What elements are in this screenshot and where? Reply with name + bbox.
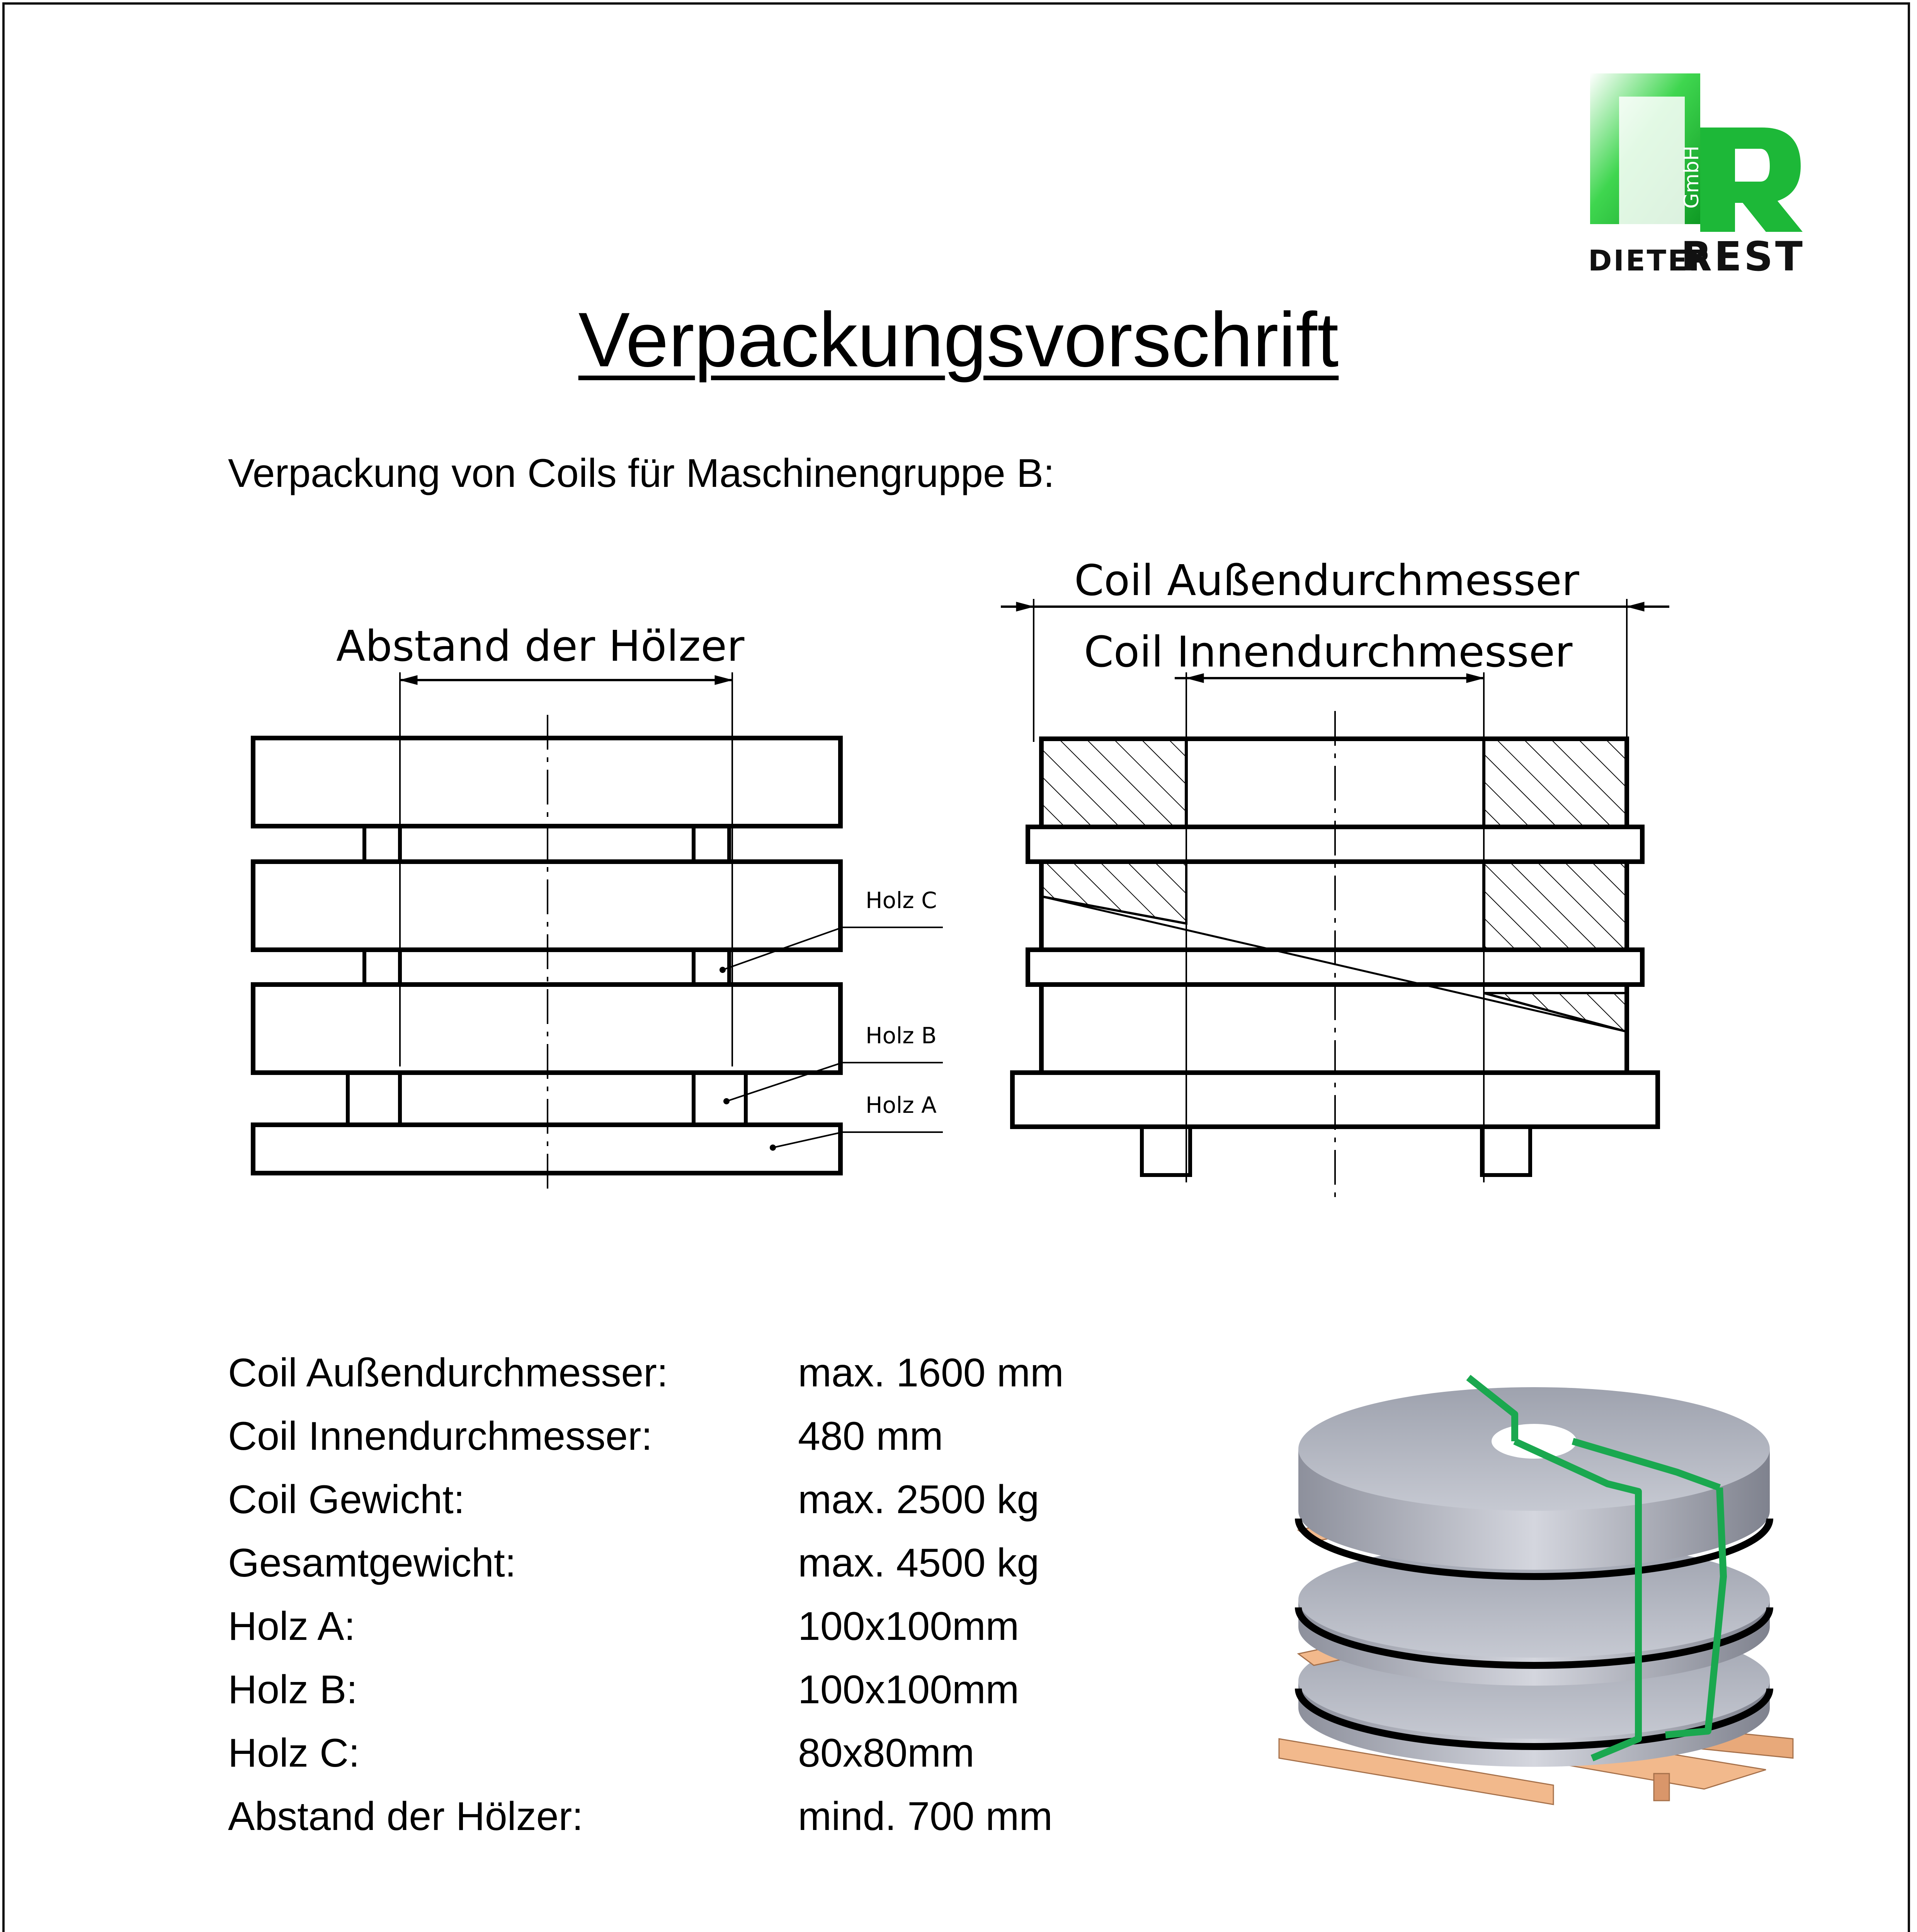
label-holz-a: Holz A [866,1092,937,1118]
pallet-foot-right [1482,1127,1530,1175]
company-logo [1584,70,1808,286]
holz-b-left [348,1073,400,1125]
logo-gmbh: GmbH [1680,145,1703,209]
spec-value: 480 mm [798,1414,943,1459]
coil-section-drawing [997,541,1685,1206]
spec-label: Abstand der Hölzer: [228,1794,583,1839]
pallet-foot-left [1142,1127,1190,1175]
label-outer-diameter: Coil Außendurchmesser [1074,556,1579,605]
spec-value: max. 2500 kg [798,1477,1039,1522]
label-holz-b: Holz B [866,1022,937,1049]
spec-value: 100x100mm [798,1667,1019,1712]
label-inner-diameter: Coil Innendurchmesser [1084,627,1573,677]
holz-b-right [694,1073,746,1125]
spec-label: Holz B: [228,1667,358,1712]
spec-value: max. 4500 kg [798,1541,1039,1585]
stack-drawing-left [224,599,966,1202]
label-abstand: Abstand der Hölzer [336,621,745,671]
spec-label: Holz A: [228,1604,356,1649]
logo-company-big: REST [1681,233,1805,280]
spec-value: 100x100mm [798,1604,1019,1649]
spec-label: Coil Innendurchmesser: [228,1414,653,1459]
holz-c-right-top [694,826,729,862]
spec-value: max. 1600 mm [798,1350,1064,1395]
spec-label: Coil Gewicht: [228,1477,465,1522]
leader-holz-a [773,1132,943,1148]
spec-value: 80x80mm [798,1731,975,1776]
holz-c-left-top [364,826,400,862]
spec-label: Holz C: [228,1731,360,1776]
label-holz-c: Holz C [866,887,937,913]
spec-label: Coil Außendurchmesser: [228,1350,668,1395]
spec-label: Gesamtgewicht: [228,1541,516,1585]
logo-company-small: DIETER [1588,244,1713,277]
spec-value: mind. 700 mm [798,1794,1053,1839]
holz-c-left [364,950,400,985]
coil-stack-illustration [1267,1349,1832,1828]
page-title: Verpackungsvorschrift [578,297,1339,383]
intro-text: Verpackung von Coils für Maschinengruppe B: [228,451,1055,496]
